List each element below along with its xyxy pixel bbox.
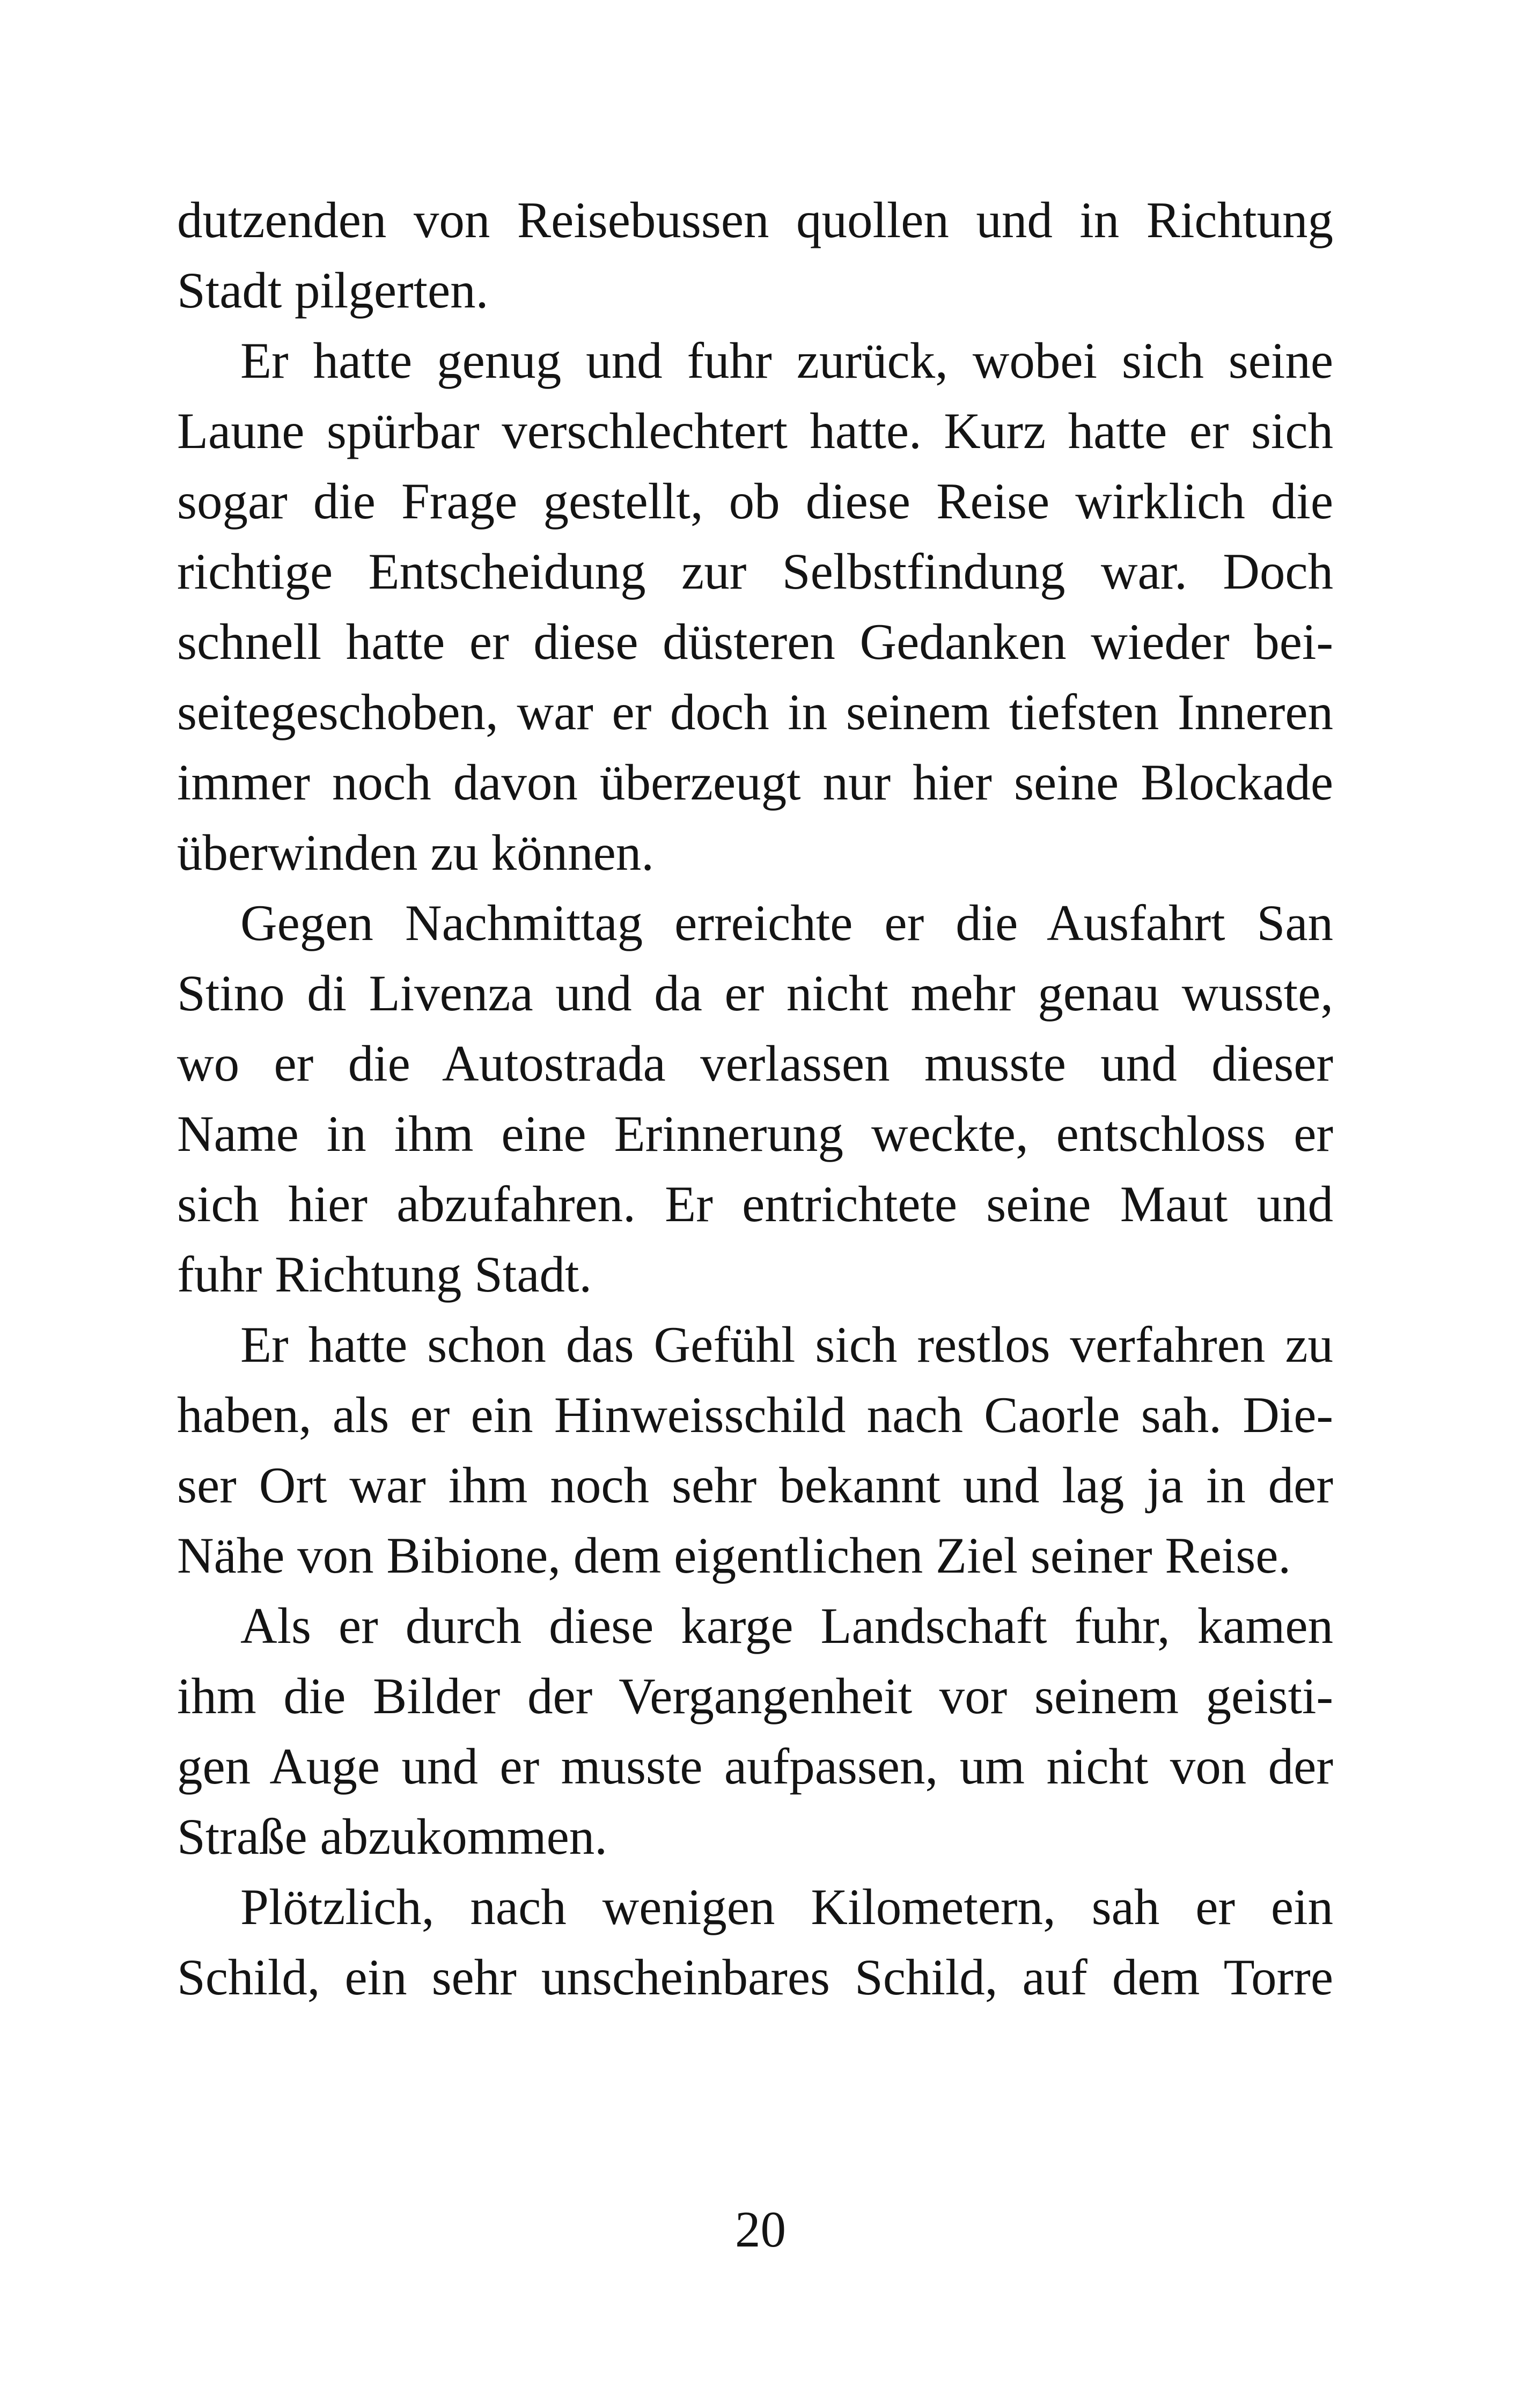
text-line: schnell hatte er diese düsteren Gedanken wieder bei-	[177, 613, 1333, 670]
text-line: Laune spürbar verschlechtert hatte. Kurz hatte er sich	[177, 402, 1333, 459]
text-line: sogar die Frage gestellt, ob diese Reise wirklich die	[177, 473, 1333, 530]
text-line: sich hier abzufahren. Er entrichtete seine Maut und	[177, 1176, 1333, 1232]
text-line: Stino di Livenza und da er nicht mehr genau wusste,	[177, 965, 1333, 1022]
text-line: richtige Entscheidung zur Selbstfindung war. Doch	[177, 543, 1333, 600]
text-line: fuhr Richtung Stadt.	[177, 1246, 592, 1303]
text-line: gen Auge und er musste aufpassen, um nicht von der	[177, 1738, 1333, 1795]
body-text	[177, 185, 1333, 2013]
text-line: ihm die Bilder der Vergangenheit vor seinem geisti-	[177, 1668, 1333, 1724]
paragraph-first-line: Er hatte genug und fuhr zurück, wobei sich seine	[240, 332, 1333, 389]
text-line: überwinden zu können.	[177, 824, 655, 881]
text-line: ser Ort war ihm noch sehr bekannt und lag ja in der	[177, 1457, 1333, 1514]
paragraph-first-line: Gegen Nachmittag erreichte er die Ausfahrt San	[240, 894, 1333, 951]
text-line: Straße abzukommen.	[177, 1808, 607, 1865]
text-line: dutzenden von Reisebussen quollen und in Richtung	[177, 192, 1333, 248]
text-line: seitegeschoben, war er doch in seinem tiefsten Inneren	[177, 684, 1333, 740]
text-line: immer noch davon überzeugt nur hier seine Blockade	[177, 754, 1333, 811]
text-line: Stadt pilgerten.	[177, 262, 489, 319]
text-line: Name in ihm eine Erinnerung weckte, entschloss er	[177, 1105, 1333, 1162]
paragraph-first-line: Er hatte schon das Gefühl sich restlos verfahren zu	[240, 1316, 1333, 1373]
text-line: Nähe von Bibione, dem eigentlichen Ziel seiner Reise.	[177, 1527, 1291, 1584]
text-line: haben, als er ein Hinweisschild nach Caorle sah. Die-	[177, 1386, 1333, 1443]
paragraph-first-line: Plötzlich, nach wenigen Kilometern, sah er ein	[240, 1878, 1333, 1935]
text-line: wo er die Autostrada verlassen musste und dieser	[177, 1035, 1333, 1092]
page-number: 20	[735, 2201, 786, 2258]
text-line: Schild, ein sehr unscheinbares Schild, auf dem Torre	[177, 1949, 1333, 2006]
paragraph-first-line: Als er durch diese karge Landschaft fuhr, kamen	[240, 1597, 1333, 1654]
